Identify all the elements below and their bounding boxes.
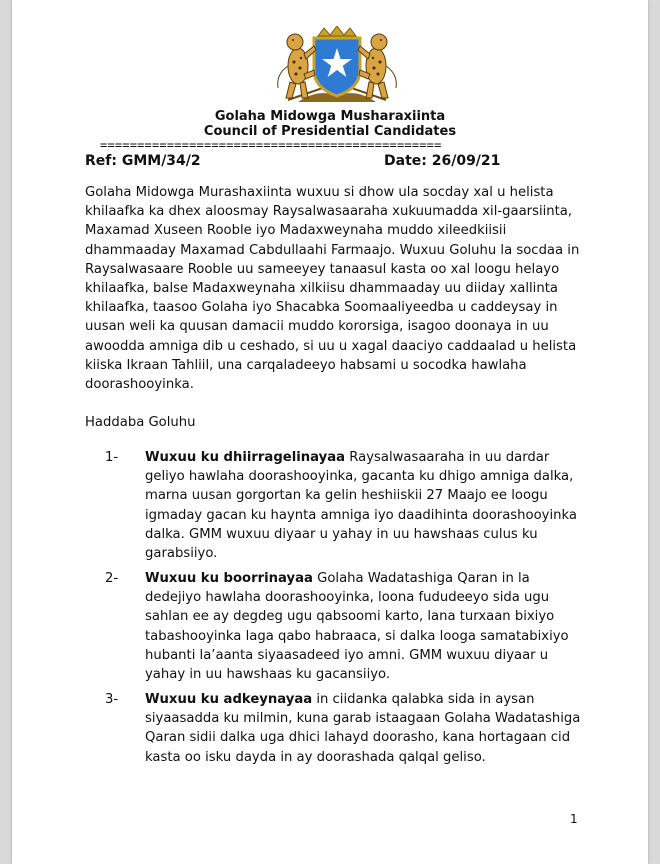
somalia-coat-of-arms-icon [268, 26, 406, 104]
document-date: Date: 26/09/21 [384, 153, 501, 169]
item-body: in ciidanka qalabka sida in aysan siyaasadda ku milmin, kuna garab istaagaan Golaha Wadatashiga Qaran sidii dalka uga dhici lahayd doorasho, kana hortagaan cid kasta oo isku dayda in ay doorashada qalqal geliso. [145, 692, 581, 765]
item-body: Golaha Wadatashiga Qaran in la dedejiyo hawlaha doorashooyinka, loona fududeeyo sida ugu sahlan ee ay degdeg ugu qabsoomi karto, lana turxaan bixiyo tabashooyinka laga qabo habraaca, si dalka looga samatabixiyo hubanti la’aanta siyaasadeed iyo amni. GMM wuxuu diyaar u yahay in uu hawshaas ku gacansiiyo. [145, 571, 569, 683]
item-number: 3- [105, 692, 119, 707]
item-number: 2- [105, 571, 119, 586]
intro-paragraph: Golaha Midowga Murashaxiinta wuxuu si dhow ula socday xal u helista khilaafka ka dhex aloosmay Raysalwasaaraha xukuumadda xil-gaarsiinta, Maxamad Xuseen Rooble iyo Madaxweynaha muddo xileedkiisii dhammaaday Maxamad Cabdullaahi Farmaajo. Wuxuu Goluhu la socdaa in Raysalwasaare Rooble uu sameeyey tanaasul kasta oo xal loogu helayo khilaafka, balse Madaxweynaha xilkiisu dhammaaday uu diiday xallinta khilaafka, taasoo Golaha iyo Shacabka Soomaaliyeedba u caddeysay in uusan weli ka quusan damacii muddo kororsiga, isagoo doonaya in uu awoodda amniga dib u ceshado, si uu u xagal daaciyo caddaalad u helista kiiska Ikraan Tahliil, una carqaladeeyo habsami u socodka hawlaha doorashooyinka. [85, 185, 580, 393]
item-lead: Wuxuu ku boorrinayaa [145, 571, 313, 586]
org-name-english: Council of Presidential Candidates [203, 124, 457, 139]
item-text [145, 569, 581, 684]
item-text [145, 690, 581, 767]
item-number: 1- [105, 450, 119, 465]
resolution-heading: Haddaba Goluhu [85, 415, 196, 430]
reference-number: Ref: GMM/34/2 [85, 153, 201, 169]
item-text [145, 448, 581, 563]
item-lead: Wuxuu ku dhiirragelinayaa [145, 450, 346, 465]
header-divider: ============================================== [100, 138, 442, 152]
page-number: 1 [570, 812, 578, 826]
document-page [12, 0, 648, 864]
org-name-somali: Golaha Midowga Musharaxiinta [214, 109, 446, 124]
item-body: Raysalwasaaraha in uu dardar geliyo hawlaha doorashooyinka, gacanta ku dhigo amniga dalka, marna uusan gorgortan ka gelin heshiiskii 27 Maajo ee loogu igmaday gacan ku haynta amniga iyo daadihinta doorashooyinka dalka. GMM wuxuu diyaar u yahay in uu hawshaas culus ku garabsiiyo. [145, 450, 577, 562]
item-lead: Wuxuu ku adkeynayaa [145, 692, 313, 707]
